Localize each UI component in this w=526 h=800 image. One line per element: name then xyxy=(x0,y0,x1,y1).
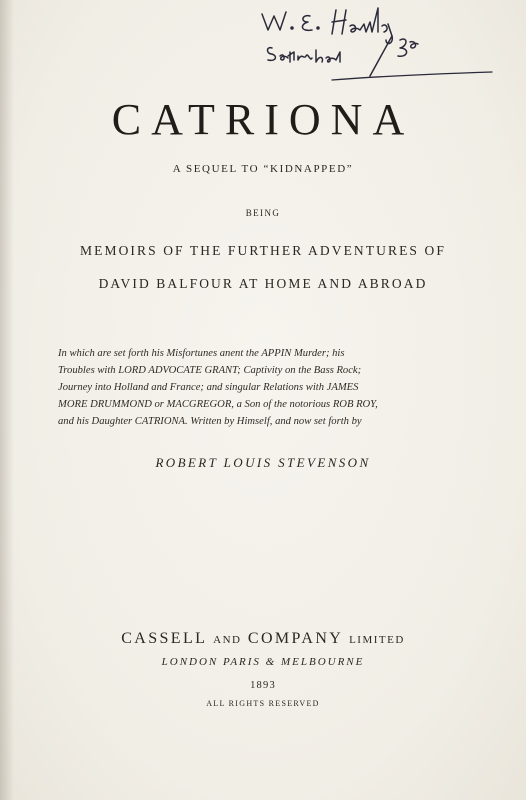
sequel-line: A SEQUEL TO “KIDNAPPED” xyxy=(172,163,354,175)
subtitle-line-2: DAVID BALFOUR AT HOME AND ABROAD xyxy=(98,276,428,291)
description-line: and his Daughter CATRIONA. Written by Himself, and now set forth by xyxy=(58,416,362,427)
publisher-name-a: CASSELL xyxy=(121,630,207,647)
author-name: ROBERT LOUIS STEVENSON xyxy=(155,455,371,470)
description-paragraph xyxy=(58,345,472,430)
inscription-signature xyxy=(232,0,512,100)
description-line: MORE DRUMMOND or MACGREGOR, a Son of the notorious ROB ROY, xyxy=(58,399,378,410)
publisher-limited: LIMITED xyxy=(349,634,405,646)
publication-year: 1893 xyxy=(250,680,276,691)
description-line: In which are set forth his Misfortunes anent the APPIN Murder; his xyxy=(58,348,345,359)
rights-notice: ALL RIGHTS RESERVED xyxy=(206,699,320,708)
subtitle-line-1: MEMOIRS OF THE FURTHER ADVENTURES OF xyxy=(80,243,446,258)
publisher-places: LONDON PARIS & MELBOURNE xyxy=(161,656,365,668)
handwritten-inscription xyxy=(232,0,512,100)
publisher-name xyxy=(0,630,526,648)
publisher-name-b: COMPANY xyxy=(247,630,343,647)
publisher-and: AND xyxy=(213,634,242,646)
book-title: CATRIONA xyxy=(111,95,415,144)
being-line: BEING xyxy=(245,208,281,218)
description-line: Journey into Holland and France; and singular Relations with JAMES xyxy=(58,382,359,393)
description-line: Troubles with LORD ADVOCATE GRANT; Captivity on the Bass Rock; xyxy=(58,365,362,376)
